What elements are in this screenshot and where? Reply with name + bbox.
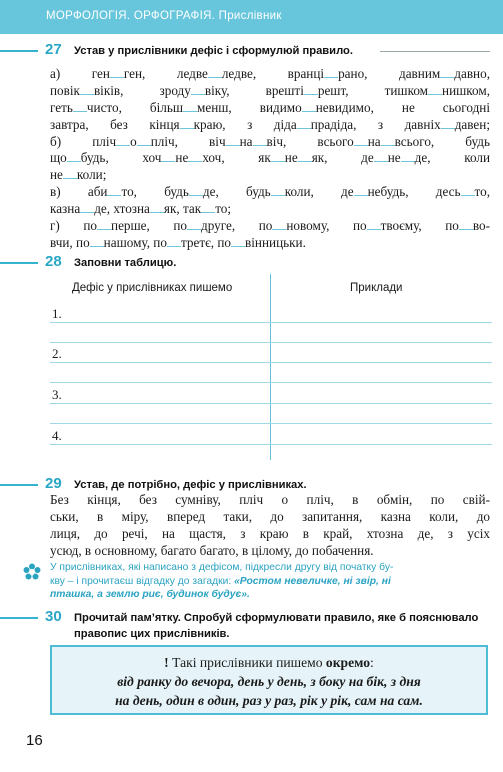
hyphen-blank[interactable] — [367, 218, 381, 230]
memo-title-text: Такі прислівники пишемо — [172, 655, 326, 670]
exercise-line — [50, 184, 490, 201]
text-fragment: третє, по — [180, 234, 231, 250]
text-line: ськи, в міру, вперед таки, до запитання, казна коли, до — [50, 508, 490, 524]
memo-examples-line: від ранку до вечора, день у день, з боку на бік, з дня — [117, 674, 421, 689]
text-fragment: решт, тишком — [317, 82, 429, 98]
exercise-instruction: Устав, де потрібно, дефіс у прислівниках. — [74, 479, 307, 491]
hyphen-blank[interactable] — [107, 184, 121, 196]
hyphen-blank[interactable] — [440, 66, 454, 78]
hyphen-blank[interactable] — [272, 218, 286, 230]
section-header — [0, 0, 503, 34]
text-fragment: ледве, вранці — [221, 66, 325, 81]
text-fragment: в) аби — [50, 184, 108, 200]
text-line: усюд, в основному, багато багато, в цілому, до побачення. — [50, 542, 374, 558]
text-fragment: казна — [50, 201, 81, 217]
heading-trail — [380, 51, 490, 52]
text-fragment: пліч, віч — [150, 133, 226, 149]
text-fragment: будь, хоч — [80, 150, 162, 166]
exercise-number: 29 — [45, 475, 62, 492]
text-fragment: не — [50, 167, 63, 183]
exercise-line — [50, 218, 490, 235]
note-line — [50, 588, 490, 602]
table-row-line — [50, 403, 492, 404]
hyphen-blank[interactable] — [354, 134, 368, 146]
memo-title-emphasis: окремо — [325, 655, 371, 670]
table-header-rule: Дефіс у прислівниках пишемо — [72, 282, 233, 294]
text-fragment: на — [239, 133, 253, 149]
text-fragment: менш, видимо — [197, 99, 302, 115]
exercise-number: 30 — [45, 608, 62, 625]
exercise-number: 27 — [45, 41, 62, 58]
hyphen-blank[interactable] — [208, 66, 222, 78]
exercise-line — [50, 100, 490, 117]
hyphen-blank[interactable] — [183, 100, 197, 112]
hyphen-blank[interactable] — [461, 184, 475, 196]
memo-title-colon: : — [370, 655, 374, 670]
exercise-line — [50, 83, 490, 100]
hyphen-blank[interactable] — [161, 150, 175, 162]
hyphen-blank[interactable] — [63, 167, 77, 179]
text-line: Без кінця, без сумніву, пліч о пліч, в обмін, по свій- — [50, 492, 490, 507]
text-fragment: не — [284, 150, 298, 166]
exclamation-icon: ! — [164, 655, 169, 670]
text-fragment: то; — [215, 201, 232, 217]
hyphen-blank[interactable] — [302, 100, 316, 112]
hyphen-blank[interactable] — [110, 66, 124, 78]
table-row-line — [50, 342, 492, 343]
hyphen-blank[interactable] — [167, 235, 181, 247]
text-fragment: нишком, — [442, 82, 491, 98]
text-fragment: вінницьки. — [245, 234, 306, 250]
hyphen-blank[interactable] — [401, 150, 415, 162]
table-row-line — [50, 362, 492, 363]
hyphen-blank[interactable] — [80, 83, 94, 95]
table-header-examples: Приклади — [350, 282, 403, 294]
text-fragment: що — [50, 150, 67, 166]
hyphen-blank[interactable] — [374, 150, 388, 162]
hyphen-blank[interactable] — [298, 150, 312, 162]
hyphen-blank[interactable] — [67, 150, 81, 162]
text-line: лиця, до речі, на щастя, з краю в край, хтозна де, з усіх — [50, 525, 490, 541]
table-row-number: 1. — [52, 306, 62, 321]
fill-table — [50, 270, 492, 462]
text-fragment: новому, по — [286, 218, 367, 234]
hyphen-blank[interactable] — [381, 134, 395, 146]
hyphen-blank[interactable] — [459, 218, 473, 230]
text-fragment: коли; — [76, 167, 107, 183]
memo-examples-line: на день, один в один, раз у раз, рік у рік, сам на сам. — [115, 693, 423, 708]
text-fragment: геть — [50, 99, 73, 115]
note-text: кву – і прочитаєш відгадку до загадки: — [50, 575, 235, 587]
heading-bar — [0, 617, 38, 619]
text-fragment: о — [130, 133, 137, 149]
hyphen-blank[interactable] — [73, 100, 87, 112]
text-fragment: де, коли — [414, 150, 491, 166]
hyphen-blank[interactable] — [253, 134, 267, 146]
hyphen-blank[interactable] — [150, 201, 164, 213]
text-fragment: друге, по — [201, 218, 273, 234]
hyphen-blank[interactable] — [226, 134, 240, 146]
table-row-line — [50, 322, 492, 323]
hyphen-blank[interactable] — [187, 218, 201, 230]
exercise-line — [50, 117, 490, 134]
text-fragment: давен; — [454, 116, 490, 132]
exercise-line — [50, 201, 490, 218]
text-fragment: рано, давним — [338, 66, 441, 81]
text-fragment: а) ген — [50, 66, 110, 81]
text-fragment: краю, з діда — [193, 116, 297, 132]
table-row-number: 3. — [52, 387, 62, 402]
text-fragment: не — [387, 150, 401, 166]
text-fragment: хоч, як — [202, 150, 271, 166]
text-fragment: б) пліч — [50, 133, 117, 149]
text-fragment: як, так — [163, 201, 202, 217]
text-fragment: де, хтозна — [94, 201, 150, 217]
text-fragment: во- — [472, 218, 490, 234]
memo-title — [52, 653, 486, 672]
memo-box — [50, 645, 488, 715]
hyphen-blank[interactable] — [441, 117, 455, 129]
exercise-27-text — [50, 66, 490, 252]
exercise-instruction: Устав у прислівники дефіс і сформулюй правило. — [74, 45, 353, 57]
page-number: 16 — [26, 732, 43, 749]
text-fragment: де, будь — [202, 184, 271, 200]
table-row-number: 4. — [52, 428, 62, 443]
hyphen-blank[interactable] — [180, 117, 194, 129]
text-fragment: то, будь — [121, 184, 189, 200]
text-fragment: віч, всього — [266, 133, 354, 149]
hyphen-blank[interactable] — [191, 83, 205, 95]
text-fragment: завтра, без кінця — [50, 116, 180, 132]
text-fragment: невидимо, не сьогодні — [315, 99, 490, 115]
exercise-line — [50, 150, 490, 167]
hyphen-blank[interactable] — [97, 218, 111, 230]
exercise-instruction — [74, 610, 494, 642]
exercise-29-text — [50, 492, 490, 560]
exercise-line — [50, 167, 490, 184]
hyphen-blank[interactable] — [201, 201, 215, 213]
text-fragment: то, — [474, 184, 490, 200]
text-fragment: перше, по — [111, 218, 188, 234]
flower-icon — [22, 562, 42, 582]
text-fragment: чисто, більш — [86, 99, 184, 115]
table-row-line — [50, 382, 492, 383]
hyphen-blank[interactable] — [189, 184, 203, 196]
heading-bar — [0, 484, 38, 486]
text-fragment: як, де — [311, 150, 374, 166]
riddle-text: пташка, а землю риє, будинок будує». — [50, 589, 250, 600]
hyphen-blank[interactable] — [271, 150, 285, 162]
hyphen-blank[interactable] — [297, 117, 311, 129]
exercise-instruction: Заповни таблицю. — [74, 257, 177, 269]
instruction-line: правопис цих прислівників. — [74, 628, 230, 640]
hyphen-blank[interactable] — [80, 201, 94, 213]
exercise-line — [50, 134, 490, 151]
exercise-line — [50, 66, 490, 83]
text-fragment: на — [367, 133, 381, 149]
text-fragment: небудь, десь — [367, 184, 461, 200]
text-fragment: повік — [50, 82, 80, 98]
table-divider — [270, 274, 271, 460]
hyphen-blank[interactable] — [304, 83, 318, 95]
heading-bar — [0, 262, 38, 264]
section-title: МОРФОЛОГІЯ. ОРФОГРАФІЯ. Прислівник — [46, 10, 282, 22]
text-fragment: прадіда, з давніх — [310, 116, 441, 132]
instruction-line: Прочитай пам’ятку. Спробуй сформулювати правило, яке б пояснювало — [74, 612, 479, 624]
hyphen-blank[interactable] — [271, 184, 285, 196]
text-fragment: коли, де — [284, 184, 354, 200]
note-line — [50, 575, 490, 589]
text-fragment: віків, зроду — [93, 82, 191, 98]
table-row-line — [50, 423, 492, 424]
note-line: У прислівниках, які написано з дефісом, підкресли другу від початку бу- — [50, 562, 394, 573]
text-fragment: ген, ледве — [123, 66, 208, 81]
riddle-text: «Ростом невеличке, ні звір, ні — [234, 575, 391, 587]
table-row-line — [50, 444, 492, 445]
hyphen-blank[interactable] — [137, 134, 151, 146]
text-fragment: віку, врешті — [204, 82, 304, 98]
hyphen-blank[interactable] — [188, 150, 202, 162]
table-row-number: 2. — [52, 346, 62, 361]
hyphen-blank[interactable] — [231, 235, 245, 247]
text-fragment: г) по — [50, 218, 98, 234]
text-fragment: не — [175, 150, 189, 166]
hyphen-blank[interactable] — [90, 235, 104, 247]
hyphen-blank[interactable] — [428, 83, 442, 95]
heading-bar — [0, 50, 38, 52]
text-fragment: вчи, по — [50, 234, 90, 250]
text-fragment: нашому, по — [103, 234, 167, 250]
exercise-number: 28 — [45, 253, 62, 270]
hint-note — [50, 561, 490, 602]
text-fragment: давно, — [454, 66, 490, 81]
hyphen-blank[interactable] — [116, 134, 130, 146]
text-fragment: твоєму, по — [380, 218, 459, 234]
text-fragment: всього, будь — [394, 133, 491, 149]
hyphen-blank[interactable] — [354, 184, 368, 196]
exercise-line — [50, 235, 490, 252]
exercise-30-heading — [0, 607, 503, 641]
exercise-27-heading — [0, 40, 503, 64]
hyphen-blank[interactable] — [324, 66, 338, 78]
